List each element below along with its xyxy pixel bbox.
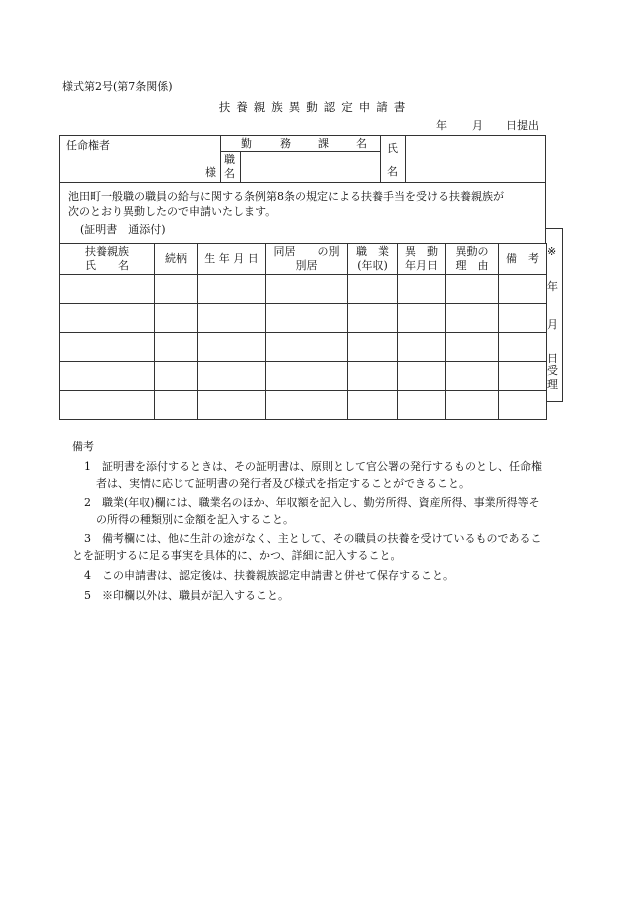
table-cell[interactable]	[155, 333, 198, 362]
table-cell[interactable]	[198, 275, 266, 304]
remark-item-1-continued: 者は、実情に応じて証明書の発行者及び様式を指定することができること。	[96, 477, 470, 490]
appointer-label: 任命権者	[66, 139, 110, 152]
remark-item-4: 4 この申請書は、認定後は、扶養親族認定申請書と併せて保存すること。	[84, 569, 454, 582]
header-occupation-income: 職 業 (年収)	[348, 244, 398, 275]
remark-item-1: 1 証明書を添付するときは、その証明書は、原則として官公署の発行するものとし、任命権	[84, 460, 542, 473]
name-label-top: 氏	[387, 142, 398, 155]
table-cell[interactable]	[446, 333, 499, 362]
table-cell[interactable]	[155, 275, 198, 304]
table-cell[interactable]	[348, 362, 398, 391]
table-cell[interactable]	[348, 275, 398, 304]
table-cell[interactable]	[60, 391, 155, 420]
table-cell[interactable]	[266, 275, 348, 304]
department-char-4: 名	[356, 137, 367, 150]
receipt-accept-char-1: 受	[547, 364, 558, 377]
table-cell[interactable]	[398, 275, 446, 304]
table-cell[interactable]	[499, 333, 547, 362]
statement-text	[68, 189, 544, 219]
table-cell[interactable]	[348, 304, 398, 333]
table-cell[interactable]	[446, 391, 499, 420]
date-month-label: 月	[472, 119, 483, 132]
table-cell[interactable]	[499, 391, 547, 420]
header-dependent-name: 扶養親族 氏 名	[60, 244, 155, 275]
header-remarks: 備 考	[499, 244, 547, 275]
table-row	[60, 304, 547, 333]
position-label-top: 職	[224, 153, 235, 166]
dependents-table	[59, 243, 547, 420]
table-cell[interactable]	[348, 391, 398, 420]
receipt-month-char: 月	[547, 318, 558, 331]
table-cell[interactable]	[446, 275, 499, 304]
department-char-3: 課	[318, 137, 329, 150]
table-cell[interactable]	[60, 275, 155, 304]
table-header-row	[60, 244, 547, 275]
table-cell[interactable]	[348, 333, 398, 362]
sama-label: 様	[205, 166, 216, 179]
table-row	[60, 275, 547, 304]
table-cell[interactable]	[446, 304, 499, 333]
receipt-asterisk-mark: ※	[547, 245, 557, 258]
applicant-header-box	[59, 135, 546, 183]
remark-item-5: 5 ※印欄以外は、職員が記入すること。	[84, 589, 289, 602]
remarks-heading: 備考	[72, 440, 94, 453]
table-row	[60, 362, 547, 391]
table-cell[interactable]	[266, 362, 348, 391]
table-cell[interactable]	[198, 362, 266, 391]
table-cell[interactable]	[398, 333, 446, 362]
receipt-day-char: 日	[547, 352, 558, 365]
receipt-year-char: 年	[547, 280, 558, 293]
table-cell[interactable]	[60, 304, 155, 333]
certificate-attachment-note: (証明書 通添付)	[80, 223, 166, 236]
table-cell[interactable]	[398, 391, 446, 420]
remark-item-3-continued: とを証明するに足る事実を具体的に、かつ、詳細に記入すること。	[72, 549, 402, 562]
table-cell[interactable]	[266, 304, 348, 333]
header-cohabitation: 同居 の別 別居	[266, 244, 348, 275]
table-cell[interactable]	[60, 362, 155, 391]
department-char-1: 勤	[241, 137, 252, 150]
table-cell[interactable]	[446, 362, 499, 391]
receipt-date-column	[546, 228, 563, 402]
document-title: 扶養親族異動認定申請書	[218, 100, 412, 114]
statement-line-1: 池田町一般職の職員の給与に関する条例第8条の規定による扶養手当を受ける扶養親族が	[68, 190, 504, 203]
remark-item-2: 2 職業(年収)欄には、職業名のほか、年収額を記入し、勤労所得、資産所得、事業所得等そ	[84, 496, 540, 509]
table-cell[interactable]	[266, 391, 348, 420]
statement-line-2: 次のとおり異動したので申請いたします。	[68, 205, 277, 218]
name-label-bottom: 名	[387, 165, 398, 178]
table-cell[interactable]	[198, 304, 266, 333]
table-cell[interactable]	[155, 391, 198, 420]
header-change-reason: 異動の 理 由	[446, 244, 499, 275]
header-change-date: 異 動 年月日	[398, 244, 446, 275]
table-cell[interactable]	[155, 304, 198, 333]
receipt-accept-char-2: 理	[547, 378, 558, 391]
table-cell[interactable]	[155, 362, 198, 391]
application-statement	[59, 183, 546, 243]
department-char-2: 務	[280, 137, 291, 150]
header-relationship: 続柄	[155, 244, 198, 275]
table-cell[interactable]	[499, 275, 547, 304]
table-cell[interactable]	[60, 333, 155, 362]
table-cell[interactable]	[398, 362, 446, 391]
remark-item-2-continued: の所得の種類別に金額を記入すること。	[96, 513, 294, 526]
table-cell[interactable]	[398, 304, 446, 333]
date-year-label: 年	[436, 119, 447, 132]
table-cell[interactable]	[266, 333, 348, 362]
table-cell[interactable]	[499, 304, 547, 333]
remark-item-3: 3 備考欄には、他に生計の途がなく、主として、その職員の扶養を受けているものであるこ	[84, 532, 542, 545]
form-number-label: 様式第2号(第7条関係)	[62, 80, 173, 93]
table-row	[60, 333, 547, 362]
table-row	[60, 391, 547, 420]
date-day-submitted-label: 日提出	[506, 119, 539, 132]
table-cell[interactable]	[198, 391, 266, 420]
position-label-bottom: 名	[224, 167, 235, 180]
header-birthdate: 生 年 月 日	[198, 244, 266, 275]
table-cell[interactable]	[198, 333, 266, 362]
table-cell[interactable]	[499, 362, 547, 391]
